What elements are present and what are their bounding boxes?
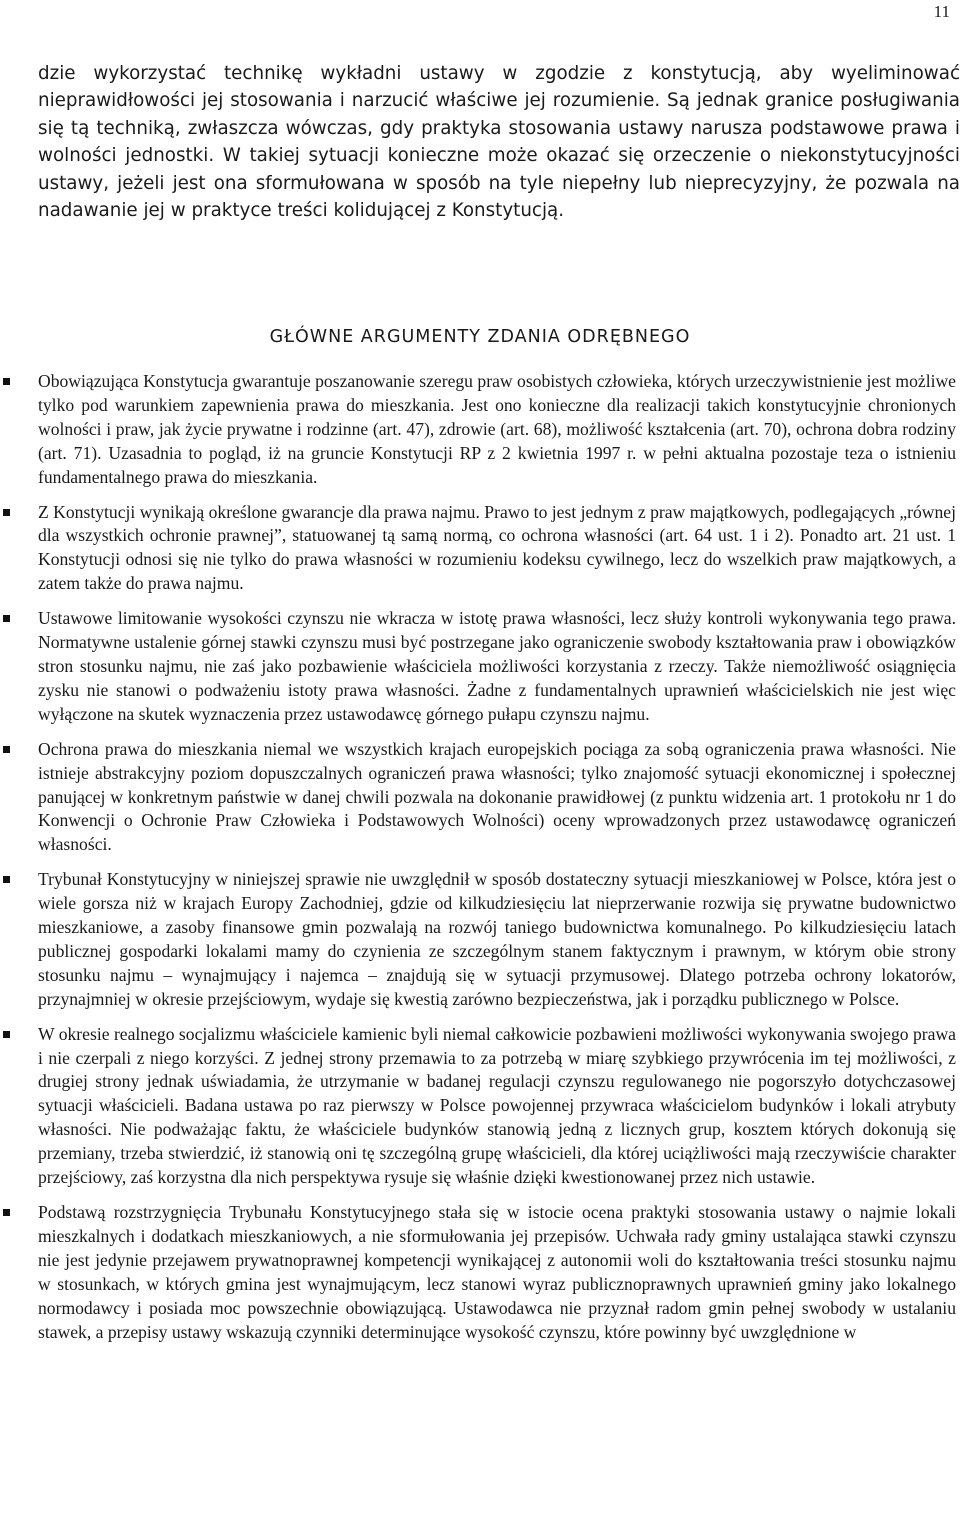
argument-item <box>0 868 960 1011</box>
argument-item <box>0 501 960 597</box>
square-bullet-icon <box>3 1031 10 1038</box>
argument-text: Z Konstytucji wynikają określone gwarancje dla prawa najmu. Prawo to jest jednym z praw majątkowych, podlegających „równej dla wszystkich ochronie prawnej”, statuowanej tą samą normą, co ochrona własności (art. 64 ust. 1 i 2). Ponadto art. 21 ust. 1 Konstytucji odnosi się nie tylko do prawa własności w rozumieniu kodeksu cywilnego, lecz do wszelkich praw majątkowych, a zatem także do prawa najmu. <box>38 501 956 594</box>
argument-item <box>0 607 960 727</box>
argument-item <box>0 1023 960 1190</box>
square-bullet-icon <box>3 509 10 516</box>
arguments-list <box>0 370 960 1355</box>
argument-item <box>0 738 960 858</box>
intro-paragraph: dzie wykorzystać technikę wykładni ustawy w zgodzie z konstytucją, aby wyeliminować nieprawidłowości jej stosowania i narzucić właściwe jej rozumienie. Są jednak granice posługiwania się tą techniką, zwłaszcza wówczas, gdy praktyka stosowania ustawy narusza podstawowe prawa i wolności jednostki. W takiej sytuacji konieczne może okazać się orzeczenie o niekonstytucyjności ustawy, jeżeli jest ona sformułowana w sposób na tyle niepełny lub nieprecyzyjny, że pozwala na nadawanie jej w praktyce treści kolidującej z Konstytucją. <box>38 63 960 222</box>
square-bullet-icon <box>3 378 10 385</box>
square-bullet-icon <box>3 615 10 622</box>
argument-text: Podstawą rozstrzygnięcia Trybunału Konstytucyjnego stała się w istocie ocena praktyki stosowania ustawy o najmie lokali mieszkalnych i dodatkach mieszkaniowych, a nie sformułowania jej przepisów. Uchwała rady gminy ustalająca stawki czynszu nie jest jedynie przejawem prywatnoprawnej kompetencji wynikającej z autonomii woli do kształtowania treści stosunku najmu w stosunkach, w których gmina jest wynajmującym, lecz stanowi wyraz publicznoprawnych uprawnień gminy jako lokalnego normodawcy i posiada moc powszechnie obowiązującą. Ustawodawca nie przyznał radom gmin pełnej swobody w ustalaniu stawek, a przepisy ustawy wskazują czynniki determinujące wysokość czynszu, które powinny być uwzględnione w <box>38 1202 956 1342</box>
section-heading: GŁÓWNE ARGUMENTY ZDANIA ODRĘBNEGO <box>269 327 691 347</box>
square-bullet-icon <box>3 876 10 883</box>
square-bullet-icon <box>3 746 10 753</box>
argument-text: Ustawowe limitowanie wysokości czynszu nie wkracza w istotę prawa własności, lecz służy kontroli wykonywania tego prawa. Normatywne ustalenie górnej stawki czynszu musi być postrzegane jako ograniczenie swobody kształtowania praw i obowiązków stron stosunku najmu, nie zaś jako pozbawienie właściciela możliwości korzystania z rzeczy. Także niemożliwość osiągnięcia zysku nie stanowi o podważeniu istoty prawa własności. Żadne z fundamentalnych uprawnień właścicielskich nie jest więc wyłączone na skutek wyznaczenia przez ustawodawcę górnego pułapu czynszu najmu. <box>38 608 956 724</box>
argument-text: Obowiązująca Konstytucja gwarantuje poszanowanie szeregu praw osobistych człowieka, których urzeczywistnienie jest możliwe tylko pod warunkiem zapewnienia prawa do mieszkania. Jest ono konieczne dla realizacji takich konstytucyjnie chronionych wolności i praw, jak życie prywatne i rodzinne (art. 47), zdrowie (art. 68), możliwość kształcenia (art. 70), ochrona dobra rodziny (art. 71). Uzasadnia to pogląd, iż na gruncie Konstytucji RP z 2 kwietnia 1997 r. w pełni aktualna pozostaje teza o istnieniu fundamentalnego prawa do mieszkania. <box>38 371 956 487</box>
page-number: 11 <box>933 2 950 21</box>
argument-text: W okresie realnego socjalizmu właściciele kamienic byli niemal całkowicie pozbawieni możliwości wykonywania swojego prawa i nie czerpali z niego korzyści. Z jednej strony przemawia to za potrzebą w miarę szybkiego przywrócenia im tej możliwości, z drugiej strony jednak uświadamia, że utrzymanie w badanej regulacji czynszu regulowanego nie pogorszyło dotychczasowej sytuacji właścicieli. Badana ustawa po raz pierwszy w Polsce powojennej przywraca właścicielom budynków i lokali atrybuty własności. Nie podważając faktu, że właściciele budynków stanowią jedną z licznych grup, kosztem których dokonują się przemiany, trzeba stwierdzić, iż stanowią oni tę szczególną grupę właścicieli, dla której uciążliwości mają rzeczywiście charakter przejściowy, zaś korzystna dla nich perspektywa rysuje się właśnie dzięki kwestionowanej przez nich ustawie. <box>38 1023 956 1188</box>
argument-item <box>0 1201 960 1344</box>
argument-item <box>0 370 960 490</box>
argument-text: Ochrona prawa do mieszkania niemal we wszystkich krajach europejskich pociąga za sobą ograniczenia prawa własności. Nie istnieje abstrakcyjny poziom dopuszczalnych ograniczeń prawa własności; tylko znajomość sytuacji ekonomicznej i społecznej panującej w konkretnym państwie w danej chwili pozwala na dokonanie prawidłowej (z punktu widzenia art. 1 protokołu nr 1 do Konwencji o Ochronie Praw Człowieka i Podstawowych Wolności) oceny wprowadzonych przez ustawodawcę ograniczeń własności. <box>38 738 956 855</box>
argument-text: Trybunał Konstytucyjny w niniejszej sprawie nie uwzględnił w sposób dostateczny sytuacji mieszkaniowej w Polsce, która jest o wiele gorsza niż w krajach Europy Zachodniej, gdzie od kilkudziesięciu lat nieprzerwanie rozwija się prywatne budownictwo mieszkaniowe, a zasoby finansowe gmin pozwalają na rozwój taniego budownictwa komunalnego. Po kilkudziesięciu latach publicznej gospodarki lokalami mamy do czynienia ze szczególnym stanem faktycznym i prawnym, w którym obie strony stosunku najmu – wynajmujący i najemca – znajdują się w sytuacji przymusowej. Dlatego potrzeba ochrony lokatorów, przynajmniej w okresie przejściowym, wydaje się kwestią zarówno bezpieczeństwa, jak i porządku publicznego w Polsce. <box>38 869 956 1009</box>
square-bullet-icon <box>3 1209 10 1216</box>
